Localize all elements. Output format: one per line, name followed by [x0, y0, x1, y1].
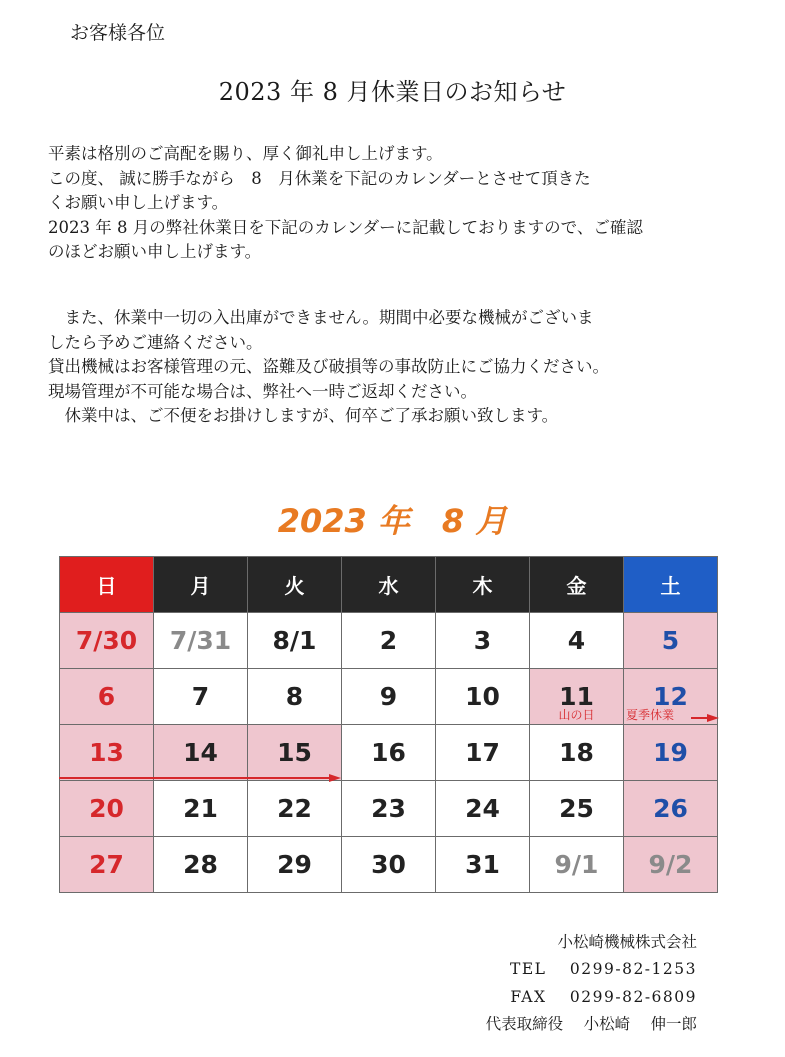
paragraph-line: 2023 年 8 月の弊社休業日を下記のカレンダーに記載しておりますので、ご確認	[48, 217, 643, 237]
day-cell: 28	[154, 837, 248, 893]
day-cell: 22	[248, 781, 342, 837]
calendar-week-row	[60, 837, 718, 893]
day-cell: 31	[436, 837, 530, 893]
day-cell: 25	[530, 781, 624, 837]
weekday-saturday: 土	[624, 557, 718, 613]
weekday-thursday: 木	[436, 557, 530, 613]
weekday-sunday: 日	[60, 557, 154, 613]
day-cell: 23	[342, 781, 436, 837]
summer-holiday-label: 夏季休業	[626, 708, 675, 722]
day-number: 12	[653, 682, 688, 711]
paragraph-line: この度、 誠に勝手ながら 8 月休業を下記のカレンダーとさせて頂きた	[48, 168, 591, 188]
day-cell: 5	[624, 613, 718, 669]
paragraph-line: 現場管理が不可能な場合は、弊社へ一時ご返却ください。	[48, 381, 477, 401]
paragraph-line: くお願い申し上げます。	[48, 193, 229, 212]
day-cell: 7/30	[60, 613, 154, 669]
day-cell: 21	[154, 781, 248, 837]
company-representative: 代表取締役 小松崎 伸一郎	[485, 1015, 697, 1033]
salutation: お客様各位	[70, 22, 166, 44]
day-cell: 9	[342, 669, 436, 725]
day-cell: 16	[342, 725, 436, 781]
day-cell: 9/1	[530, 837, 624, 893]
weekday-tuesday: 火	[248, 557, 342, 613]
summer-holiday-arrow-icon	[59, 773, 341, 783]
calendar-week-row	[60, 613, 718, 669]
day-cell: 4	[530, 613, 624, 669]
day-cell: 30	[342, 837, 436, 893]
company-tel: TEL 0299-82-1253	[510, 960, 697, 978]
paragraph-line: 平素は格別のご高配を賜り、厚く御礼申し上げます。	[48, 144, 443, 163]
paragraph-line: 貸出機械はお客様管理の元、盗難及び破損等の事故防止にご協力ください。	[48, 357, 609, 376]
day-cell: 8	[248, 669, 342, 725]
day-cell: 19	[624, 725, 718, 781]
day-cell: 3	[436, 613, 530, 669]
paragraph-line: 休業中は、ご不便をお掛けしますが、何卒ご了承お願い致します。	[48, 406, 559, 425]
weekday-monday: 月	[154, 557, 248, 613]
greeting-paragraph	[48, 142, 748, 265]
notice-paragraph	[48, 306, 748, 429]
summer-holiday-arrow-icon	[691, 713, 719, 723]
day-cell: 17	[436, 725, 530, 781]
weekday-friday: 金	[530, 557, 624, 613]
day-cell: 27	[60, 837, 154, 893]
day-cell: 6	[60, 669, 154, 725]
day-cell: 26	[624, 781, 718, 837]
day-cell: 14	[154, 725, 248, 781]
day-cell: 7/31	[154, 613, 248, 669]
day-cell: 20	[60, 781, 154, 837]
day-cell: 24	[436, 781, 530, 837]
calendar-week-row	[60, 781, 718, 837]
company-fax: FAX 0299-82-6809	[510, 988, 697, 1006]
calendar-week-row	[60, 669, 718, 725]
paragraph-line: また、休業中一切の入出庫ができません。期間中必要な機械がございま	[48, 308, 594, 327]
day-cell-mountain-day	[530, 669, 624, 725]
day-cell: 10	[436, 669, 530, 725]
day-number: 11	[559, 682, 594, 711]
holiday-calendar	[59, 556, 718, 893]
notice-title: 2023 年 8 月休業日のお知らせ	[218, 78, 567, 106]
mountain-day-label: 山の日	[558, 708, 595, 722]
company-name: 小松崎機械株式会社	[557, 933, 697, 951]
day-cell: 13	[60, 725, 154, 781]
paragraph-line: のほどお願い申し上げます。	[48, 242, 262, 261]
day-cell: 9/2	[624, 837, 718, 893]
calendar-title: 2023 年 8 月	[277, 502, 508, 540]
day-cell: 7	[154, 669, 248, 725]
weekday-wednesday: 水	[342, 557, 436, 613]
day-cell: 2	[342, 613, 436, 669]
day-cell: 29	[248, 837, 342, 893]
day-cell: 8/1	[248, 613, 342, 669]
day-cell: 18	[530, 725, 624, 781]
day-cell: 15	[248, 725, 342, 781]
weekday-header-row	[60, 557, 718, 613]
paragraph-line: したら予めご連絡ください。	[48, 332, 263, 352]
